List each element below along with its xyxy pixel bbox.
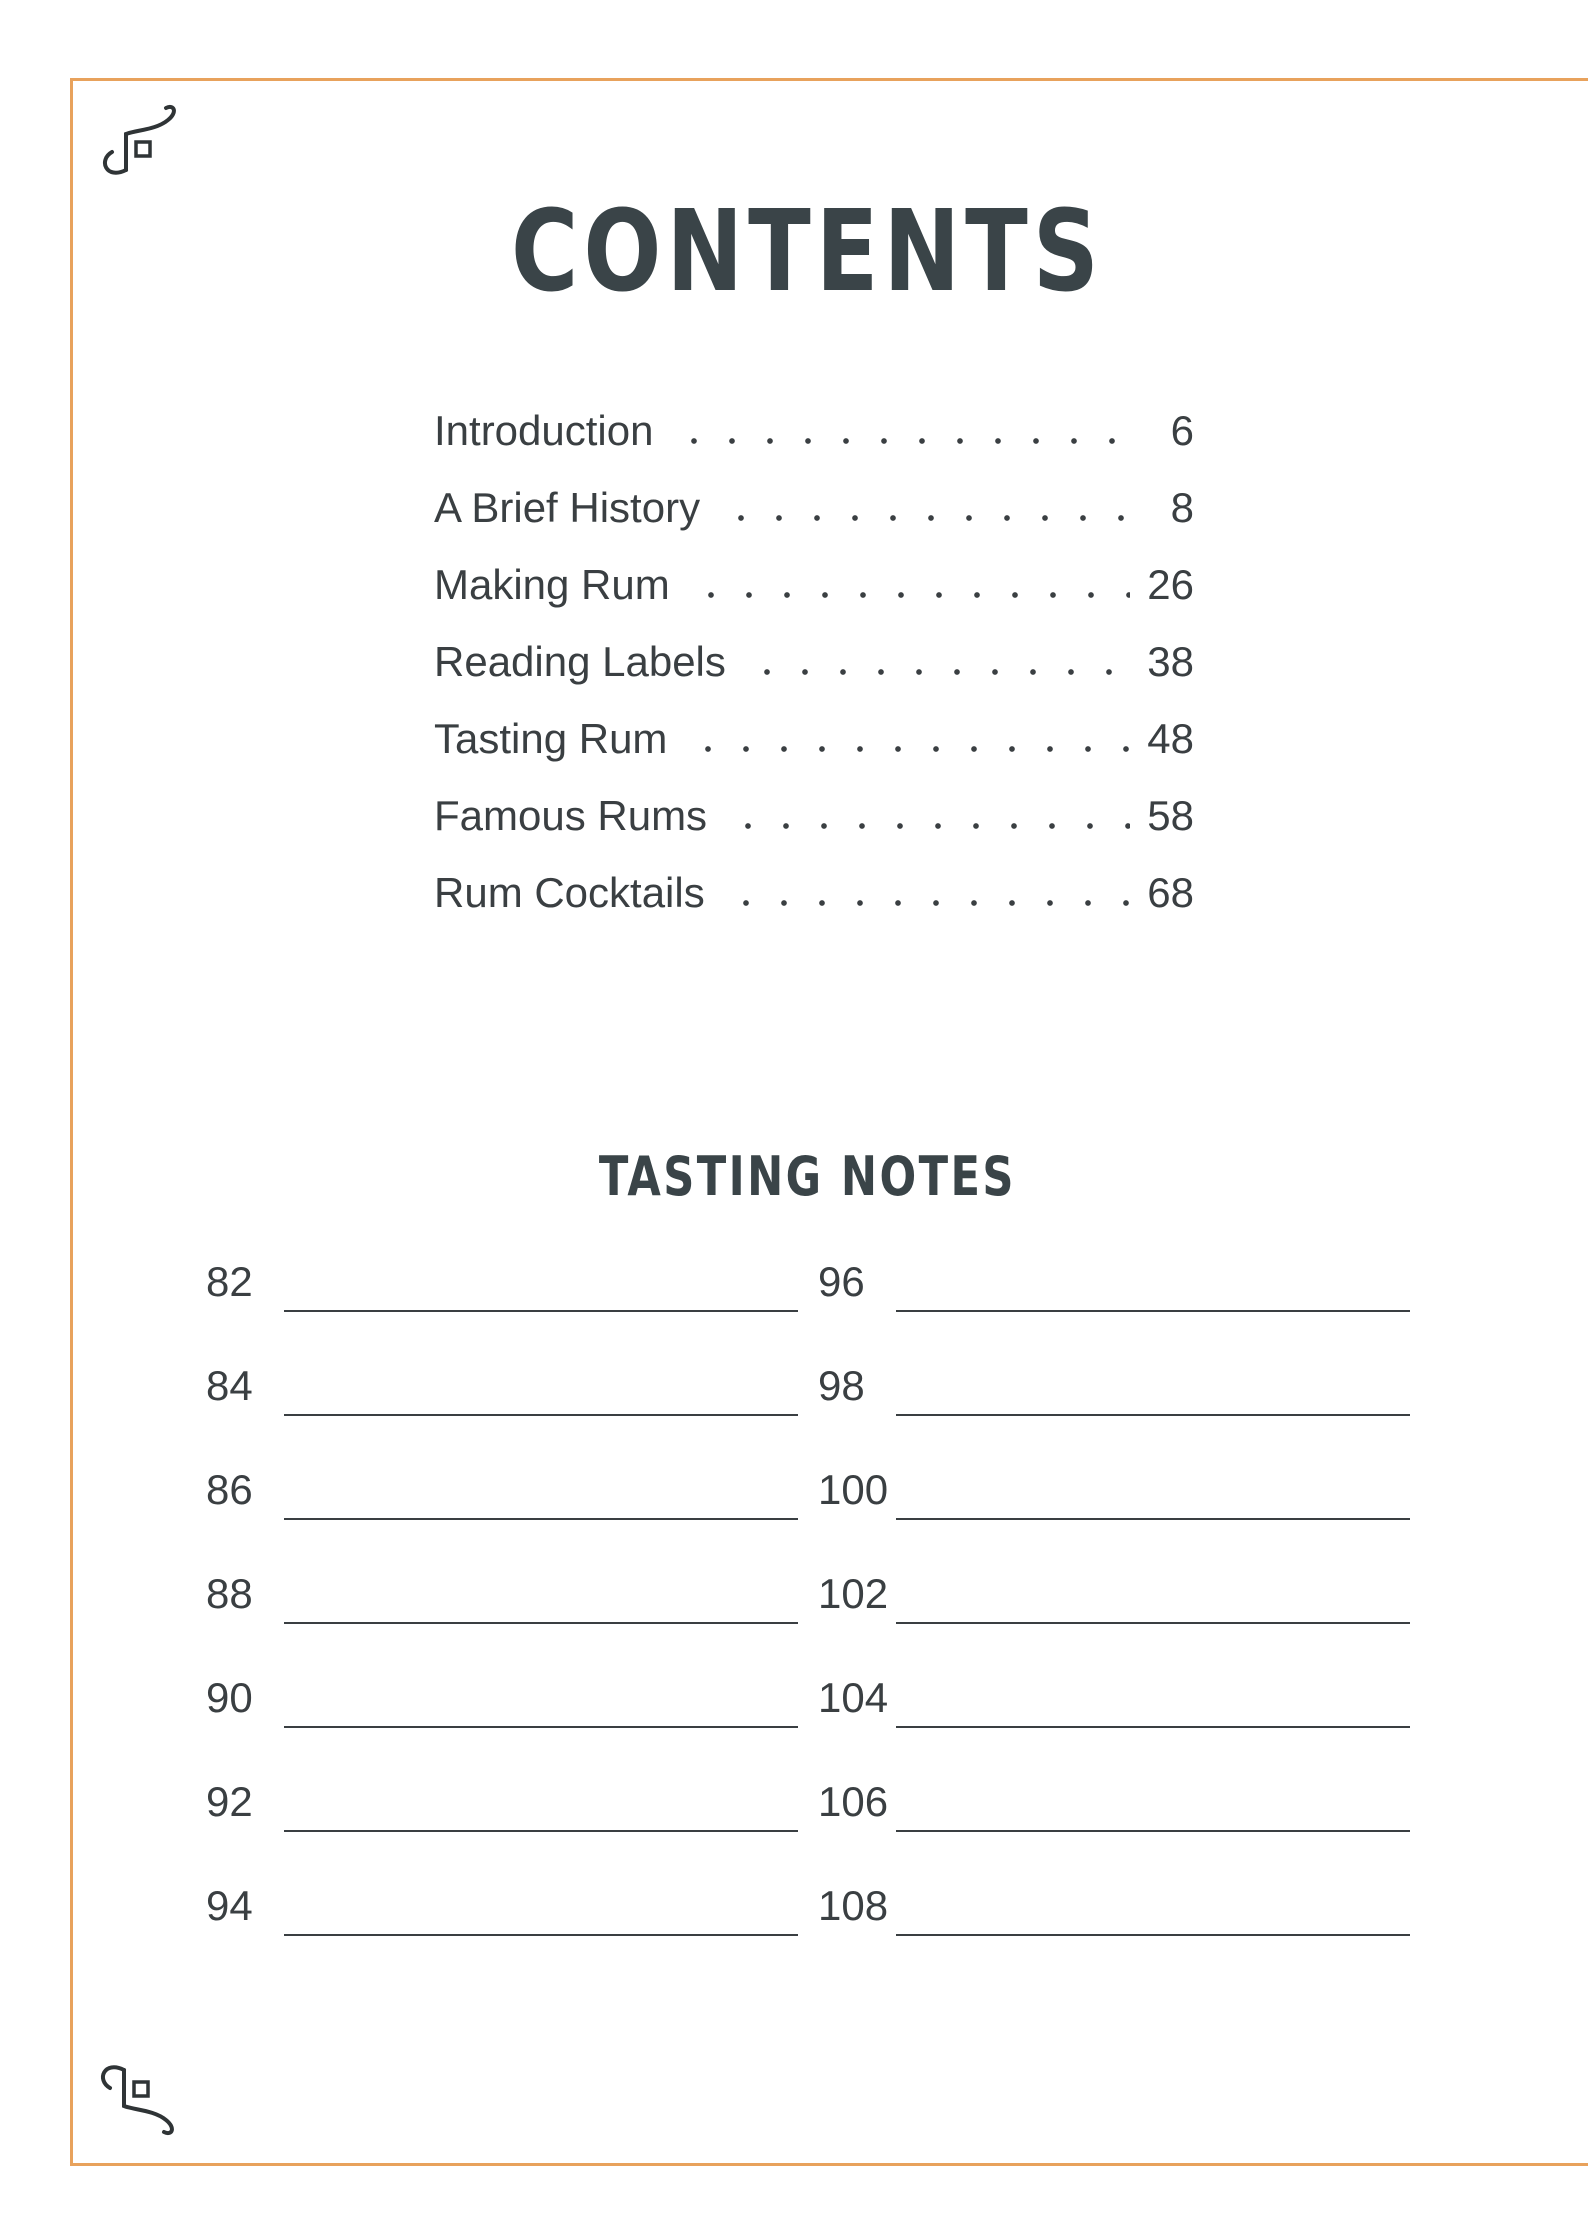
tasting-note-write-line[interactable] [896,1726,1410,1728]
tasting-note-write-line[interactable] [284,1414,798,1416]
tasting-note-page: 108 [818,1882,889,1929]
tasting-note-write-line[interactable] [284,1830,798,1832]
tasting-note-page: 82 [206,1258,253,1305]
tasting-note-page: 86 [206,1466,253,1513]
toc-leader-dots [729,823,1130,829]
toc-leader-dots [722,515,1130,521]
tasting-note-row[interactable] [818,1666,1418,1770]
toc-entry[interactable] [434,700,1194,777]
tasting-note-row[interactable] [206,1354,806,1458]
tasting-note-write-line[interactable] [284,1310,798,1312]
tasting-note-page: 98 [818,1362,865,1409]
tasting-note-row[interactable] [206,1562,806,1666]
tasting-note-write-line[interactable] [896,1934,1410,1936]
tasting-note-page: 96 [818,1258,865,1305]
tasting-note-row[interactable] [206,1874,806,1978]
toc-label: Reading Labels [434,637,726,685]
tasting-note-page: 92 [206,1778,253,1825]
tasting-note-page: 94 [206,1882,253,1929]
toc-label: A Brief History [434,483,701,531]
tasting-notes-heading: TASTING NOTES [598,1145,1016,1208]
toc-leader-dots [689,746,1130,752]
toc-leader-dots [692,592,1130,598]
page-title: CONTENTS [511,187,1104,317]
toc-entry[interactable] [434,546,1194,623]
tasting-note-row[interactable] [818,1562,1418,1666]
tasting-note-write-line[interactable] [284,1622,798,1624]
toc-leader-dots [727,900,1130,906]
tasting-note-write-line[interactable] [284,1726,798,1728]
tasting-note-page: 102 [818,1570,889,1617]
tasting-note-page: 104 [818,1674,889,1721]
tasting-note-row[interactable] [206,1770,806,1874]
tasting-notes-left-column [206,1250,806,1978]
scroll-ornament-icon [94,2050,184,2140]
toc-label: Introduction [434,406,654,454]
tasting-note-write-line[interactable] [284,1518,798,1520]
toc-label: Famous Rums [434,791,708,839]
toc-leader-dots [675,438,1130,444]
toc-page-number: 6 [1170,406,1194,454]
tasting-note-row[interactable] [818,1874,1418,1978]
tasting-note-page: 106 [818,1778,889,1825]
table-of-contents [434,392,1194,931]
toc-entry[interactable] [434,854,1194,931]
tasting-note-row[interactable] [206,1250,806,1354]
toc-label: Tasting Rum [434,714,668,762]
tasting-note-page: 90 [206,1674,253,1721]
toc-entry[interactable] [434,469,1194,546]
toc-page-number: 48 [1147,714,1194,762]
tasting-note-row[interactable] [818,1250,1418,1354]
toc-page-number: 8 [1170,483,1194,531]
toc-page-number: 38 [1147,637,1194,685]
tasting-note-row[interactable] [818,1354,1418,1458]
toc-label: Making Rum [434,560,670,608]
tasting-note-page: 84 [206,1362,253,1409]
tasting-note-write-line[interactable] [896,1622,1410,1624]
tasting-note-write-line[interactable] [896,1830,1410,1832]
tasting-note-write-line[interactable] [896,1310,1410,1312]
tasting-note-row[interactable] [206,1458,806,1562]
tasting-note-row[interactable] [818,1458,1418,1562]
toc-leader-dots [748,669,1130,675]
tasting-note-page: 100 [818,1466,889,1513]
tasting-note-write-line[interactable] [896,1414,1410,1416]
toc-entry[interactable] [434,777,1194,854]
tasting-note-write-line[interactable] [896,1518,1410,1520]
toc-entry[interactable] [434,623,1194,700]
tasting-note-page: 88 [206,1570,253,1617]
tasting-note-row[interactable] [206,1666,806,1770]
scroll-ornament-icon [96,100,186,190]
toc-page-number: 68 [1147,868,1194,916]
toc-page-number: 26 [1147,560,1194,608]
tasting-notes-right-column [818,1250,1418,1978]
tasting-note-row[interactable] [818,1770,1418,1874]
toc-label: Rum Cocktails [434,868,705,916]
tasting-note-write-line[interactable] [284,1934,798,1936]
toc-entry[interactable] [434,392,1194,469]
toc-page-number: 58 [1147,791,1194,839]
